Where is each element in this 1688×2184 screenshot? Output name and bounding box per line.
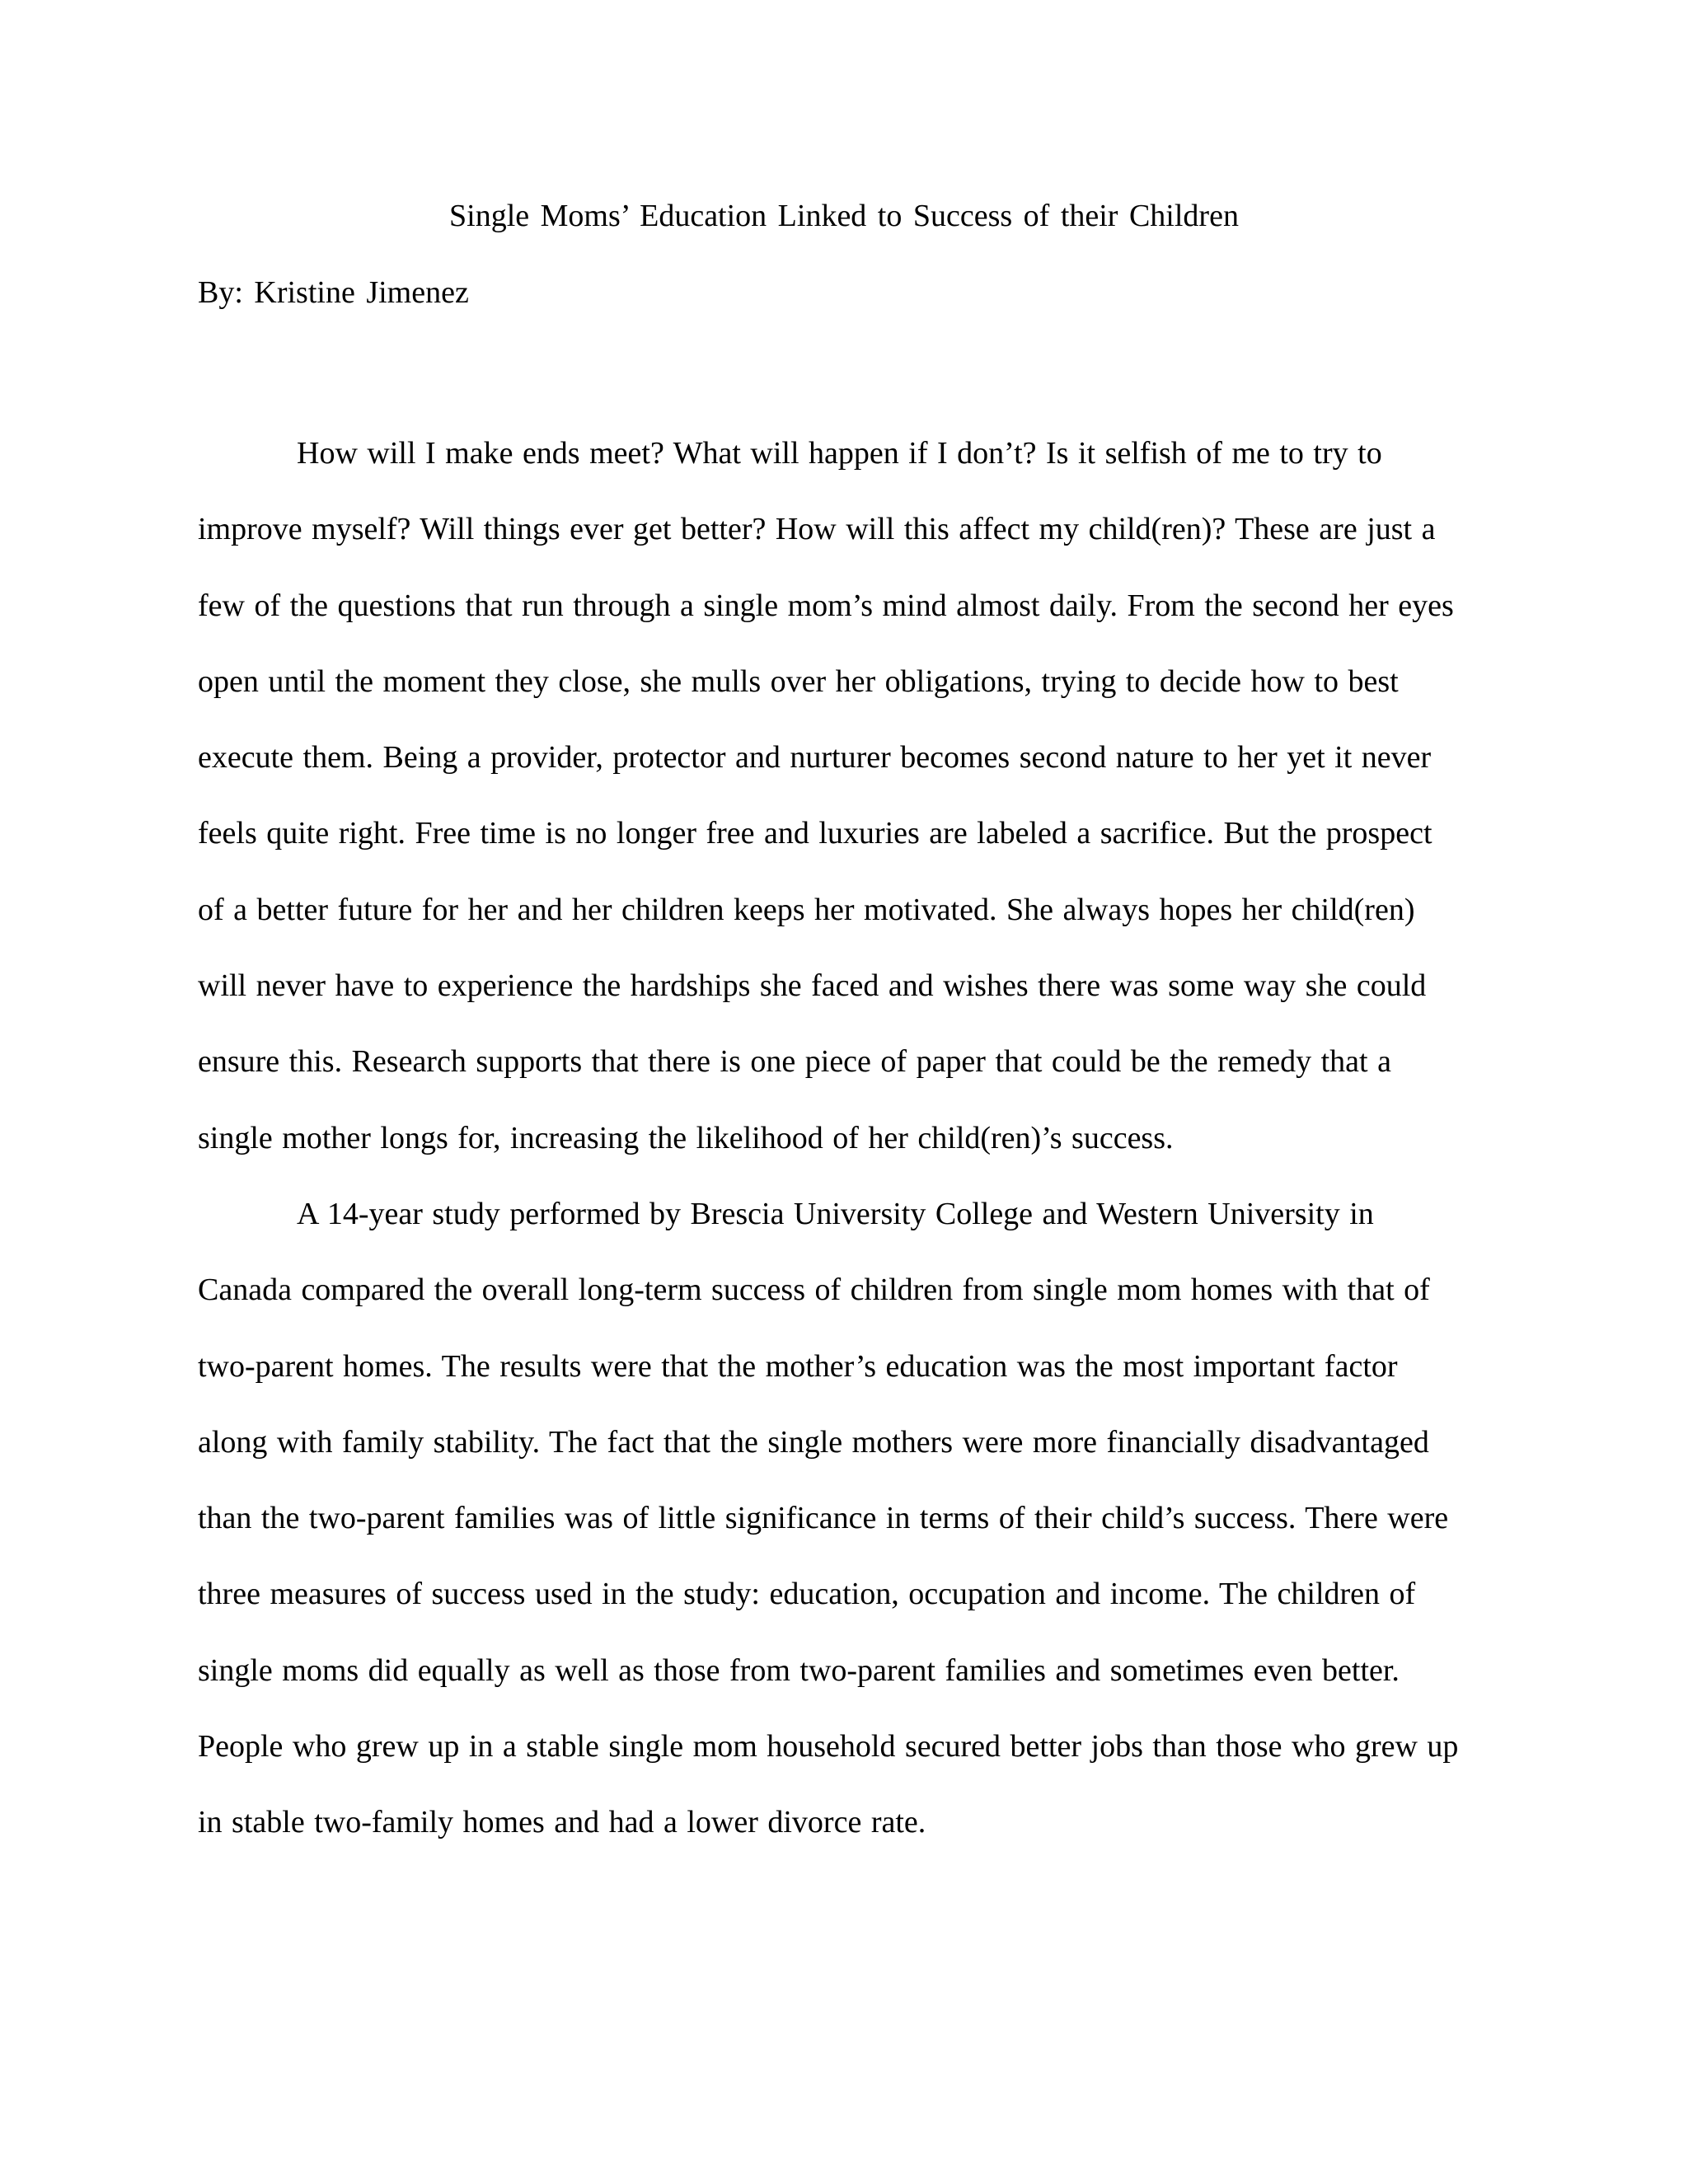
author-byline: By: Kristine Jimenez (198, 275, 469, 310)
body-paragraph-2: A 14-year study performed by Brescia University College and Western University in Canada compared the overall long-term success of children from single mom homes with that of two-parent homes. The results were that the mother’s education was the most important factor along with family stability. The fact that the single mothers were more financially disadvantaged than the two-parent families was of little significance in terms of their child’s success. There were three measures of success used in the study: education, occupation and income. The children of single moms did equally as well as those from two-parent families and sometimes even better. People who grew up in a stable single mom household secured better jobs than those who grew up in stable two-family homes and had a lower divorce rate. (198, 1196, 1459, 1840)
body-paragraph-1: How will I make ends meet? What will happen if I don’t? Is it selfish of me to try to improve myself? Will things ever get better? How will this affect my child(ren)? These are just a few of the questions that run through a single mom’s mind almost daily. From the second her eyes open until the moment they close, she mulls over her obligations, trying to decide how to best execute them. Being a provider, protector and nurturer becomes second nature to her yet it never feels quite right. Free time is no longer free and luxuries are labeled a sacrifice. But the prospect of a better future for her and her children keeps her motivated. She always hopes her child(ren) will never have to experience the hardships she faced and wishes there was some way she could ensure this. Research supports that there is one piece of paper that could be the remedy that a single mother longs for, increasing the likelihood of her child(ren)’s success. (198, 436, 1454, 1155)
article-body (198, 415, 1467, 1861)
document-title: Single Moms’ Education Linked to Success of their Children (449, 199, 1239, 233)
